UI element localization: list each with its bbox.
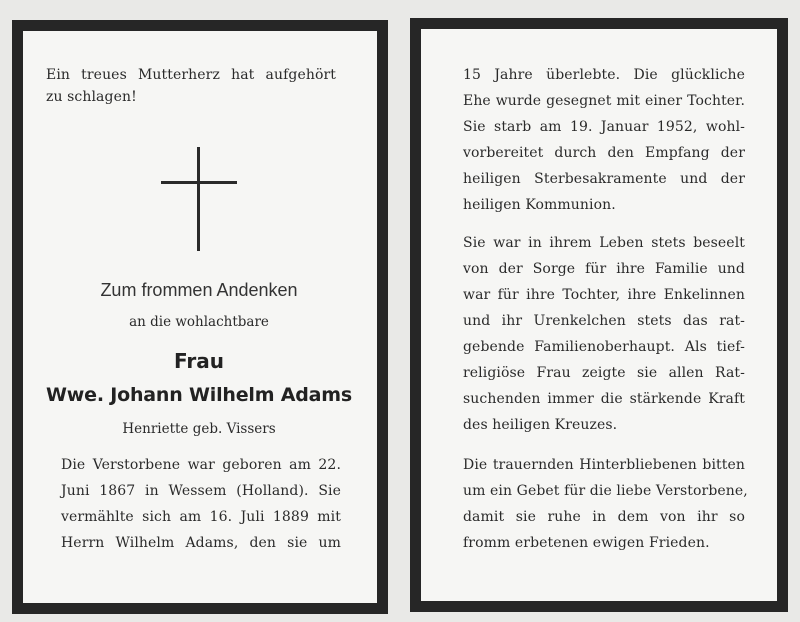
text-line: Juni 1867 in Wessem (Holland). Sie	[61, 483, 341, 499]
deceased-name: Wwe. Johann Wilhelm Adams	[46, 384, 352, 406]
text-line: des heiligen Kreuzes.	[463, 417, 618, 433]
text-line: vermählte sich am 16. Juli 1889 mit	[61, 509, 341, 525]
paragraph-life	[463, 62, 745, 218]
text-line: Sie starb am 19. Januar 1952, wohl-	[463, 119, 745, 135]
paragraph-prayer	[463, 452, 748, 556]
text-line: vorbereitet durch den Empfang der	[463, 145, 745, 161]
paragraph-character	[463, 230, 745, 438]
latin-cross-icon	[161, 147, 237, 251]
text-line: suchenden immer die stärkende Kraft	[463, 391, 745, 407]
text-line: und ihr Urenkelchen stets das rat-	[463, 313, 745, 329]
text-line: heiligen Kommunion.	[463, 197, 616, 213]
biography-left	[61, 452, 341, 556]
honorific-text: an die wohlachtbare	[129, 314, 269, 330]
maiden-name: Henriette geb. Vissers	[122, 421, 276, 437]
text-line: fromm erbetenen ewigen Frieden.	[463, 535, 710, 551]
text-line: Die trauernden Hinterbliebenen bitten	[463, 457, 745, 473]
text-line: Die Verstorbene war geboren am 22.	[61, 457, 341, 473]
text-line: religiöse Frau zeigte sie allen Rat-	[463, 365, 745, 381]
title-frau: Frau	[174, 349, 224, 373]
text-line: Ehe wurde gesegnet mit einer Tochter.	[463, 93, 745, 109]
text-line: Herrn Wilhelm Adams, den sie um	[61, 535, 341, 551]
text-line: gebende Familienoberhaupt. Als tief-	[463, 339, 745, 355]
text-line: Sie war in ihrem Leben stets beseelt	[463, 235, 745, 251]
text-line: von der Sorge für ihre Familie und	[463, 261, 745, 277]
intro-line: zu schlagen!	[46, 89, 137, 105]
text-line: war für ihre Tochter, ihre Enkelinnen	[463, 287, 745, 303]
intro-text	[46, 64, 336, 108]
intro-line: Ein treues Mutterherz hat aufgehört	[46, 67, 336, 83]
text-line: um ein Gebet für die liebe Verstorbene,	[463, 483, 748, 499]
memorial-heading: Zum frommen Andenken	[100, 280, 298, 300]
text-line: 15 Jahre überlebte. Die glückliche	[463, 67, 745, 83]
text-line: heiligen Sterbesakramente und der	[463, 171, 745, 187]
text-line: damit sie ruhe in dem von ihr so	[463, 509, 745, 525]
